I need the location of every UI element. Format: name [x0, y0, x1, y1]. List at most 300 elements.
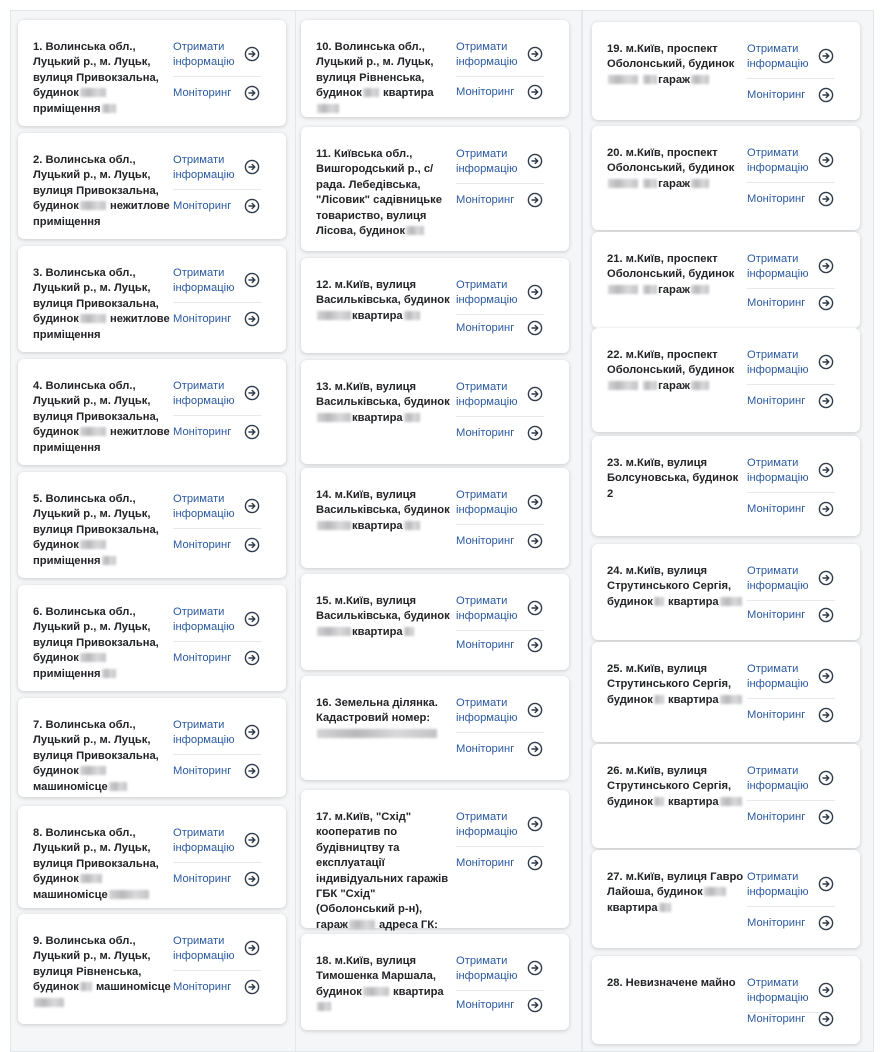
arrow-right-circle-icon[interactable]: [244, 763, 260, 779]
address-text: 3. Волинська обл.,: [33, 267, 136, 279]
get-info-link[interactable]: Отримати інформацію: [747, 457, 809, 484]
address-text: Луцький р., м. Луцьк,: [33, 169, 151, 182]
actions-divider: [747, 492, 835, 493]
address-text: 27. м.Київ, вулиця Гавро: [607, 871, 744, 883]
monitoring-link[interactable]: Моніторинг: [173, 873, 232, 885]
get-info-link[interactable]: Отримати інформацію: [456, 148, 518, 175]
arrow-right-circle-icon[interactable]: [244, 85, 260, 101]
redacted-value: [691, 75, 709, 84]
redacted-value: [720, 797, 742, 806]
monitoring-link[interactable]: Моніторинг: [456, 86, 515, 98]
redacted-value: [404, 627, 414, 636]
address-text: будинок: [607, 795, 653, 808]
address-text: будинок: [607, 693, 653, 706]
redacted-value: [317, 521, 351, 530]
redacted-value: [363, 88, 379, 97]
arrow-right-circle-icon[interactable]: [818, 191, 834, 207]
property-card: [18, 359, 286, 465]
address-text: приміщення: [33, 441, 101, 454]
address-text: Лісова, будинок: [316, 225, 406, 238]
property-card: [301, 258, 569, 353]
arrow-right-circle-icon[interactable]: [244, 498, 260, 514]
address-text: будинок: [33, 652, 79, 665]
redacted-value: [406, 226, 424, 235]
actions-divider: [173, 415, 261, 416]
redacted-value: [643, 179, 657, 188]
monitoring-link[interactable]: Моніторинг: [456, 322, 515, 334]
address-text: Оболонський, будинок: [607, 268, 735, 281]
address-text: приміщення: [33, 328, 101, 341]
monitoring-link[interactable]: Моніторинг: [456, 857, 515, 869]
redacted-value: [34, 998, 64, 1007]
redacted-value: [109, 890, 149, 899]
property-address: [33, 379, 171, 456]
address-text: гараж: [658, 177, 690, 190]
get-info-link[interactable]: Отримати інформацію: [747, 977, 809, 1004]
arrow-right-circle-icon[interactable]: [527, 425, 543, 441]
property-address: [607, 662, 745, 708]
address-text: Лайоша, будинок: [607, 886, 703, 899]
address-text: 16. Земельна ділянка.: [316, 697, 438, 709]
arrow-right-circle-icon[interactable]: [244, 611, 260, 627]
property-address: [607, 976, 745, 991]
arrow-right-circle-icon[interactable]: [818, 809, 834, 825]
property-card: [592, 232, 860, 328]
redacted-value: [317, 729, 437, 738]
arrow-right-circle-icon[interactable]: [818, 770, 834, 786]
property-address: [33, 153, 171, 230]
property-card: [592, 328, 860, 432]
actions-divider: [456, 630, 544, 631]
arrow-right-circle-icon[interactable]: [527, 46, 543, 62]
address-text: будинок: [607, 595, 653, 608]
address-text: квартира: [352, 309, 403, 322]
redacted-value: [317, 311, 351, 320]
address-text: вулиця Привокзальна,: [33, 857, 159, 870]
get-info-link[interactable]: Отримати інформацію: [747, 565, 809, 592]
monitoring-link[interactable]: Моніторинг: [456, 427, 515, 439]
address-text: будинок: [33, 200, 79, 213]
redacted-value: [404, 413, 420, 422]
property-card: [301, 574, 569, 670]
monitoring-link[interactable]: Моніторинг: [747, 193, 806, 205]
monitoring-link[interactable]: Моніторинг: [173, 87, 232, 99]
address-text: квартира: [607, 901, 658, 914]
address-text: будинок: [33, 765, 79, 778]
monitoring-link[interactable]: Моніторинг: [747, 609, 806, 621]
get-info-link[interactable]: Отримати інформацію: [173, 719, 235, 746]
address-text: машиномісце: [33, 888, 108, 901]
property-card: [301, 20, 569, 117]
address-text: квартира: [392, 985, 444, 998]
property-address: [607, 348, 745, 394]
address-text: 14. м.Київ, вулиця: [316, 489, 417, 501]
actions-divider: [456, 314, 544, 315]
actions-divider: [456, 524, 544, 525]
address-text: 21. м.Київ, проспект: [607, 253, 718, 265]
address-text: Болсуновська, будинок 2: [607, 472, 739, 500]
monitoring-link[interactable]: Моніторинг: [747, 1013, 806, 1025]
property-card: [592, 744, 860, 848]
get-info-link[interactable]: Отримати інформацію: [173, 380, 235, 407]
address-text: 18. м.Київ, вулиця: [316, 955, 417, 967]
property-card: [592, 22, 860, 120]
get-info-link[interactable]: Отримати інформацію: [173, 935, 235, 962]
monitoring-link[interactable]: Моніторинг: [747, 297, 806, 309]
monitoring-link[interactable]: Моніторинг: [747, 917, 806, 929]
address-text: 13. м.Київ, вулиця: [316, 381, 417, 393]
monitoring-link[interactable]: Моніторинг: [173, 652, 232, 664]
arrow-right-circle-icon[interactable]: [818, 393, 834, 409]
property-address: [316, 954, 454, 1016]
arrow-right-circle-icon[interactable]: [527, 702, 543, 718]
get-info-link[interactable]: Отримати інформацію: [456, 595, 518, 622]
address-text: вулиця Привокзальна,: [33, 71, 159, 84]
address-text: 6. Волинська обл.,: [33, 606, 136, 618]
address-text: приміщення: [33, 667, 101, 680]
arrow-right-circle-icon[interactable]: [244, 424, 260, 440]
address-text: Луцький р., м. Луцьк,: [33, 395, 151, 408]
arrow-right-circle-icon[interactable]: [818, 48, 834, 64]
address-text: будинок: [33, 426, 79, 439]
get-info-link[interactable]: Отримати інформацію: [747, 349, 809, 376]
redacted-value: [80, 201, 106, 210]
arrow-right-circle-icon[interactable]: [244, 940, 260, 956]
actions-divider: [173, 189, 261, 190]
monitoring-link[interactable]: Моніторинг: [456, 743, 515, 755]
property-card: [592, 956, 860, 1044]
address-text: 15. м.Київ, вулиця: [316, 595, 417, 607]
property-address: [607, 870, 745, 916]
monitoring-link[interactable]: Моніторинг: [173, 981, 232, 993]
actions-divider: [456, 183, 544, 184]
redacted-value: [80, 874, 102, 883]
get-info-link[interactable]: Отримати інформацію: [456, 381, 518, 408]
monitoring-link[interactable]: Моніторинг: [173, 200, 232, 212]
property-card: [592, 126, 860, 230]
redacted-value: [109, 782, 127, 791]
arrow-right-circle-icon[interactable]: [818, 87, 834, 103]
property-address: [316, 810, 454, 949]
actions-divider: [747, 906, 835, 907]
actions-divider: [456, 846, 544, 847]
arrow-right-circle-icon[interactable]: [527, 600, 543, 616]
property-card: [301, 790, 569, 931]
address-text: будинок: [33, 313, 79, 326]
address-text: приміщення: [33, 215, 101, 228]
get-info-link[interactable]: Отримати інформацію: [173, 267, 235, 294]
arrow-right-circle-icon[interactable]: [527, 855, 543, 871]
get-info-link[interactable]: Отримати інформацію: [747, 871, 809, 898]
arrow-right-circle-icon[interactable]: [527, 284, 543, 300]
address-text: вулиця Привокзальна,: [33, 410, 159, 423]
monitoring-link[interactable]: Моніторинг: [456, 194, 515, 206]
arrow-right-circle-icon[interactable]: [527, 533, 543, 549]
property-card: [18, 246, 286, 352]
redacted-value: [643, 285, 657, 294]
property-card: [18, 472, 286, 578]
address-text: індивідуальних гаражів: [316, 872, 449, 885]
actions-divider: [173, 641, 261, 642]
get-info-link[interactable]: Отримати інформацію: [173, 493, 235, 520]
redacted-value: [608, 179, 638, 188]
get-info-link[interactable]: Отримати інформацію: [456, 697, 518, 724]
address-text: адреса: [378, 918, 418, 931]
redacted-value: [80, 766, 106, 775]
arrow-right-circle-icon[interactable]: [244, 724, 260, 740]
redacted-value: [608, 285, 638, 294]
address-text: квартира: [667, 693, 719, 706]
get-info-link[interactable]: Отримати інформацію: [456, 489, 518, 516]
get-info-link[interactable]: Отримати інформацію: [173, 827, 235, 854]
address-text: Васильківська, будинок: [316, 610, 450, 623]
address-text: вулиця Привокзальна,: [33, 297, 159, 310]
address-text: вулиця Привокзальна,: [33, 636, 159, 649]
arrow-right-circle-icon[interactable]: [244, 198, 260, 214]
address-text: Васильківська, будинок: [316, 294, 450, 307]
address-text: Луцький р., м. Луцьк,: [33, 734, 151, 747]
redacted-value: [643, 381, 657, 390]
redacted-value: [349, 920, 375, 929]
monitoring-link[interactable]: Моніторинг: [456, 535, 515, 547]
address-text: вулиця Привокзальна,: [33, 749, 159, 762]
monitoring-link[interactable]: Моніторинг: [747, 811, 806, 823]
arrow-right-circle-icon[interactable]: [818, 1011, 834, 1027]
address-text: кооператив по: [316, 826, 398, 839]
address-text: ГБК "Схід" (Оболонський: [316, 888, 395, 916]
redacted-value: [608, 381, 638, 390]
address-text: будинок: [33, 87, 79, 100]
get-info-link[interactable]: Отримати інформацію: [456, 279, 518, 306]
get-info-link[interactable]: Отримати інформацію: [173, 606, 235, 633]
arrow-right-circle-icon[interactable]: [527, 320, 543, 336]
redacted-value: [102, 669, 116, 678]
actions-divider: [747, 600, 835, 601]
redacted-value: [704, 887, 726, 896]
property-address: [33, 40, 171, 117]
address-text: нежитлове: [109, 200, 170, 213]
arrow-right-circle-icon[interactable]: [818, 570, 834, 586]
property-address: [33, 266, 171, 343]
address-text: будинок: [33, 539, 79, 552]
address-text: будинок: [33, 981, 79, 994]
address-text: 1. Волинська обл.,: [33, 41, 136, 53]
monitoring-link[interactable]: Моніторинг: [173, 426, 232, 438]
get-info-link[interactable]: Отримати інформацію: [173, 154, 235, 181]
actions-divider: [456, 732, 544, 733]
property-address: [33, 605, 171, 682]
property-card: [18, 698, 286, 797]
address-text: будинок: [316, 87, 362, 100]
arrow-right-circle-icon[interactable]: [818, 668, 834, 684]
actions-divider: [747, 800, 835, 801]
redacted-value: [317, 413, 351, 422]
redacted-value: [317, 104, 339, 113]
address-text: квартира: [352, 625, 403, 638]
redacted-value: [363, 987, 389, 996]
address-text: Луцький р., м. Луцьк,: [33, 842, 151, 855]
monitoring-link[interactable]: Моніторинг: [173, 313, 232, 325]
arrow-right-circle-icon[interactable]: [244, 537, 260, 553]
property-address: [607, 146, 745, 192]
redacted-value: [691, 381, 709, 390]
address-text: "Лісовик" садівницьке: [316, 194, 442, 207]
actions-divider: [747, 384, 835, 385]
arrow-right-circle-icon[interactable]: [818, 982, 834, 998]
address-text: Васильківська, будинок: [316, 504, 450, 517]
monitoring-link[interactable]: Моніторинг: [747, 395, 806, 407]
address-text: Струтинського Сергія,: [607, 780, 732, 793]
redacted-value: [80, 540, 106, 549]
get-info-link[interactable]: Отримати інформацію: [456, 955, 518, 982]
address-text: 25. м.Київ, вулиця: [607, 663, 708, 675]
arrow-right-circle-icon[interactable]: [527, 997, 543, 1013]
address-text: машиномісце: [33, 780, 108, 793]
arrow-right-circle-icon[interactable]: [527, 741, 543, 757]
address-text: будівництву та: [316, 841, 400, 854]
address-text: квартира: [352, 411, 403, 424]
arrow-right-circle-icon[interactable]: [244, 159, 260, 175]
redacted-value: [80, 427, 106, 436]
actions-divider: [173, 76, 261, 77]
address-text: 9. Волинська обл.,: [33, 935, 136, 947]
get-info-link[interactable]: Отримати інформацію: [747, 253, 809, 280]
address-text: нежитлове: [109, 313, 170, 326]
address-text: 7. Волинська обл.,: [33, 719, 136, 731]
arrow-right-circle-icon[interactable]: [244, 832, 260, 848]
address-text: 19. м.Київ, проспект: [607, 43, 718, 55]
arrow-right-circle-icon[interactable]: [527, 637, 543, 653]
redacted-value: [654, 597, 664, 606]
address-text: Луцький р., м. Луцьк,: [316, 56, 434, 69]
actions-divider: [747, 288, 835, 289]
address-text: Луцький р., м. Луцьк,: [33, 282, 151, 295]
arrow-right-circle-icon[interactable]: [818, 462, 834, 478]
arrow-right-circle-icon[interactable]: [244, 979, 260, 995]
redacted-value: [654, 797, 664, 806]
get-info-link[interactable]: Отримати інформацію: [173, 41, 235, 68]
monitoring-link[interactable]: Моніторинг: [456, 639, 515, 651]
arrow-right-circle-icon[interactable]: [244, 871, 260, 887]
arrow-right-circle-icon[interactable]: [818, 354, 834, 370]
get-info-link[interactable]: Отримати інформацію: [747, 147, 809, 174]
address-text: 11. Київська обл.,: [316, 148, 413, 160]
property-card: [592, 850, 860, 948]
address-text: Вишгородський р., с/: [316, 163, 434, 176]
property-card: [592, 436, 860, 536]
arrow-right-circle-icon[interactable]: [527, 960, 543, 976]
property-address: [316, 696, 454, 742]
address-text: 24. м.Київ, вулиця: [607, 565, 708, 577]
redacted-value: [317, 627, 351, 636]
address-text: Луцький р., м. Луцьк,: [33, 56, 151, 69]
arrow-right-circle-icon[interactable]: [818, 915, 834, 931]
address-text: гараж: [658, 73, 690, 86]
property-address: [33, 934, 171, 1011]
redacted-value: [102, 556, 116, 565]
property-address: [33, 718, 171, 795]
redacted-value: [80, 314, 106, 323]
redacted-value: [102, 104, 116, 113]
address-text: експлуатації: [316, 857, 385, 870]
arrow-right-circle-icon[interactable]: [527, 153, 543, 169]
redacted-value: [608, 75, 638, 84]
arrow-right-circle-icon[interactable]: [527, 494, 543, 510]
address-text: 26. м.Київ, вулиця: [607, 765, 708, 777]
actions-divider: [747, 78, 835, 79]
monitoring-link[interactable]: Моніторинг: [747, 709, 806, 721]
property-card: [18, 806, 286, 908]
property-card: [301, 934, 569, 1030]
property-address: [607, 564, 745, 610]
address-text: 22. м.Київ, проспект: [607, 349, 718, 361]
address-text: рада. Лебедівська,: [316, 178, 421, 191]
arrow-right-circle-icon[interactable]: [527, 192, 543, 208]
arrow-right-circle-icon[interactable]: [527, 84, 543, 100]
get-info-link[interactable]: Отримати інформацію: [456, 811, 518, 838]
redacted-value: [80, 982, 92, 991]
arrow-right-circle-icon[interactable]: [244, 311, 260, 327]
monitoring-link[interactable]: Моніторинг: [456, 999, 515, 1011]
arrow-right-circle-icon[interactable]: [244, 650, 260, 666]
redacted-value: [404, 521, 420, 530]
get-info-link[interactable]: Отримати інформацію: [747, 43, 809, 70]
arrow-right-circle-icon[interactable]: [818, 501, 834, 517]
monitoring-link[interactable]: Моніторинг: [747, 89, 806, 101]
property-card: [301, 676, 569, 780]
address-text: Тимошенка Маршала,: [316, 970, 436, 983]
monitoring-link[interactable]: Моніторинг: [173, 765, 232, 777]
address-text: гараж: [658, 379, 690, 392]
address-text: вулиця Привокзальна,: [33, 184, 159, 197]
address-text: р-н), гараж: [316, 903, 423, 931]
arrow-right-circle-icon[interactable]: [527, 386, 543, 402]
get-info-link[interactable]: Отримати інформацію: [747, 663, 809, 690]
arrow-right-circle-icon[interactable]: [818, 258, 834, 274]
monitoring-link[interactable]: Моніторинг: [173, 539, 232, 551]
get-info-link[interactable]: Отримати інформацію: [747, 765, 809, 792]
arrow-right-circle-icon[interactable]: [818, 607, 834, 623]
monitoring-link[interactable]: Моніторинг: [747, 503, 806, 515]
redacted-value: [720, 695, 742, 704]
property-card: [592, 642, 860, 742]
property-address: [607, 456, 745, 502]
arrow-right-circle-icon[interactable]: [527, 816, 543, 832]
property-card: [592, 544, 860, 640]
arrow-right-circle-icon[interactable]: [818, 876, 834, 892]
address-text: Оболонський, будинок: [607, 364, 735, 377]
arrow-right-circle-icon[interactable]: [818, 152, 834, 168]
address-text: вулиця Рівненська,: [33, 965, 142, 978]
arrow-right-circle-icon[interactable]: [244, 272, 260, 288]
arrow-right-circle-icon[interactable]: [244, 46, 260, 62]
actions-divider: [456, 76, 544, 77]
address-text: 8. Волинська обл.,: [33, 827, 136, 839]
arrow-right-circle-icon[interactable]: [244, 385, 260, 401]
property-address: [316, 488, 454, 534]
arrow-right-circle-icon[interactable]: [818, 295, 834, 311]
get-info-link[interactable]: Отримати інформацію: [456, 41, 518, 68]
address-text: Луцький р., м. Луцьк,: [33, 950, 151, 963]
property-address: [316, 380, 454, 426]
address-text: Оболонський, будинок: [607, 58, 735, 71]
address-text: гараж: [658, 283, 690, 296]
address-text: 5. Волинська обл.,: [33, 493, 136, 505]
address-text: приміщення: [33, 554, 101, 567]
arrow-right-circle-icon[interactable]: [818, 707, 834, 723]
property-address: [316, 594, 454, 640]
address-text: вулиця Рівненська,: [316, 71, 425, 84]
